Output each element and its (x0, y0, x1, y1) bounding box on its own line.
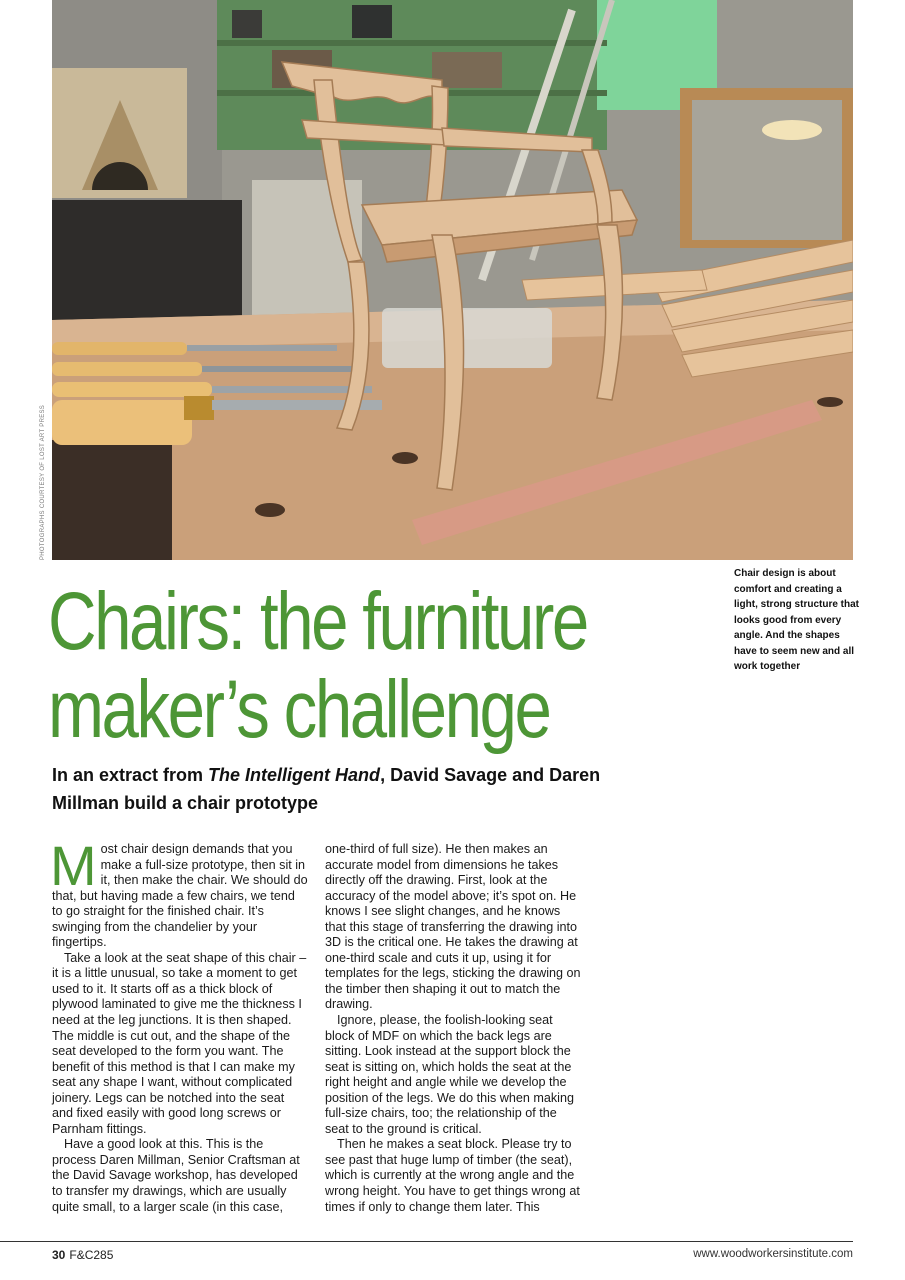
standfirst (52, 761, 612, 817)
photo-credit: PHOTOGRAPHS COURTESY OF LOST ART PRESS (40, 404, 46, 560)
body-paragraph: Take a look at the seat shape of this chair – it is a little unusual, so take a moment to get used to it. It starts off as a thick block of plywood laminated to give me the thickness I need at the leg junctions. It is then shaped. The middle is cut out, and the shape of the seat developed to the form you want. The benefit of this method is that I can make my seat any shape I want, without complicated joinery. Legs can be notched into the seat and fixed easily with good long screws or Parnham fittings. (52, 950, 307, 1136)
headline (48, 578, 606, 754)
folio (52, 1248, 113, 1262)
body-paragraph-text: ost chair design demands that you make a full-size prototype, then sit in it, then make the chair. We should do that, but having made a few chairs, we tend to go straight for the finished chair. It’s swinging from the chandelier by your fingertips. (52, 842, 308, 950)
website-url: www.woodworkersinstitute.com (693, 1248, 853, 1260)
chair-prototype-photo (52, 0, 853, 560)
body-column-right (325, 842, 581, 1215)
drop-cap: M (50, 834, 97, 897)
issue-label: F&C285 (69, 1248, 114, 1262)
standfirst-prefix: In an extract from (52, 765, 209, 785)
body-paragraph: one-third of full size). He then makes an accurate model from dimensions he takes directly off the drawing. First, look at the accuracy of the model above; it’s spot on. He knows I see slight changes, and he knows that this stage of transferring the drawing into 3D is the critical one. He takes the drawing at one-third scale and cuts it up, using it for templates for the legs, sticking the drawing on the timber then shaping it out to match the drawing. (325, 842, 581, 1012)
body-paragraph: Then he makes a seat block. Please try to see past that huge lump of timber (the seat), which is currently at the wrong angle and the wrong height. You have to get things wrong at times if only to change them later. This (325, 1137, 580, 1214)
photo-caption: Chair design is about comfort and creating a light, strong structure that looks good from every angle. And the shapes have to seem new and all work together (734, 568, 859, 672)
headline-line-2: maker’s challenge (48, 664, 550, 755)
body-paragraph (50, 834, 308, 951)
hero-photo (52, 0, 853, 560)
standfirst-suffix: , David Savage and Daren Millman build a chair prototype (52, 765, 601, 813)
body-column-left (50, 834, 308, 1215)
body-paragraph: Have a good look at this. This is the process Daren Millman, Senior Craftsman at the David Savage workshop, has developed to transfer my drawings, which are usually quite small, to a larger scale (in this case, (52, 1137, 300, 1214)
book-title: The Intelligent Hand (208, 765, 381, 785)
page-number: 30 (52, 1248, 66, 1262)
footer-divider (0, 1241, 853, 1242)
headline-line-1: Chairs: the furniture (48, 576, 587, 667)
body-paragraph: Ignore, please, the foolish-looking seat block of MDF on which the back legs are sitting. Look instead at the support block the seat is sitting on, which holds the seat at the right height and angle while we develop the position of the legs. We do this when making full-size chairs, too; the relationship of the seat to the ground is critical. (325, 1013, 574, 1136)
